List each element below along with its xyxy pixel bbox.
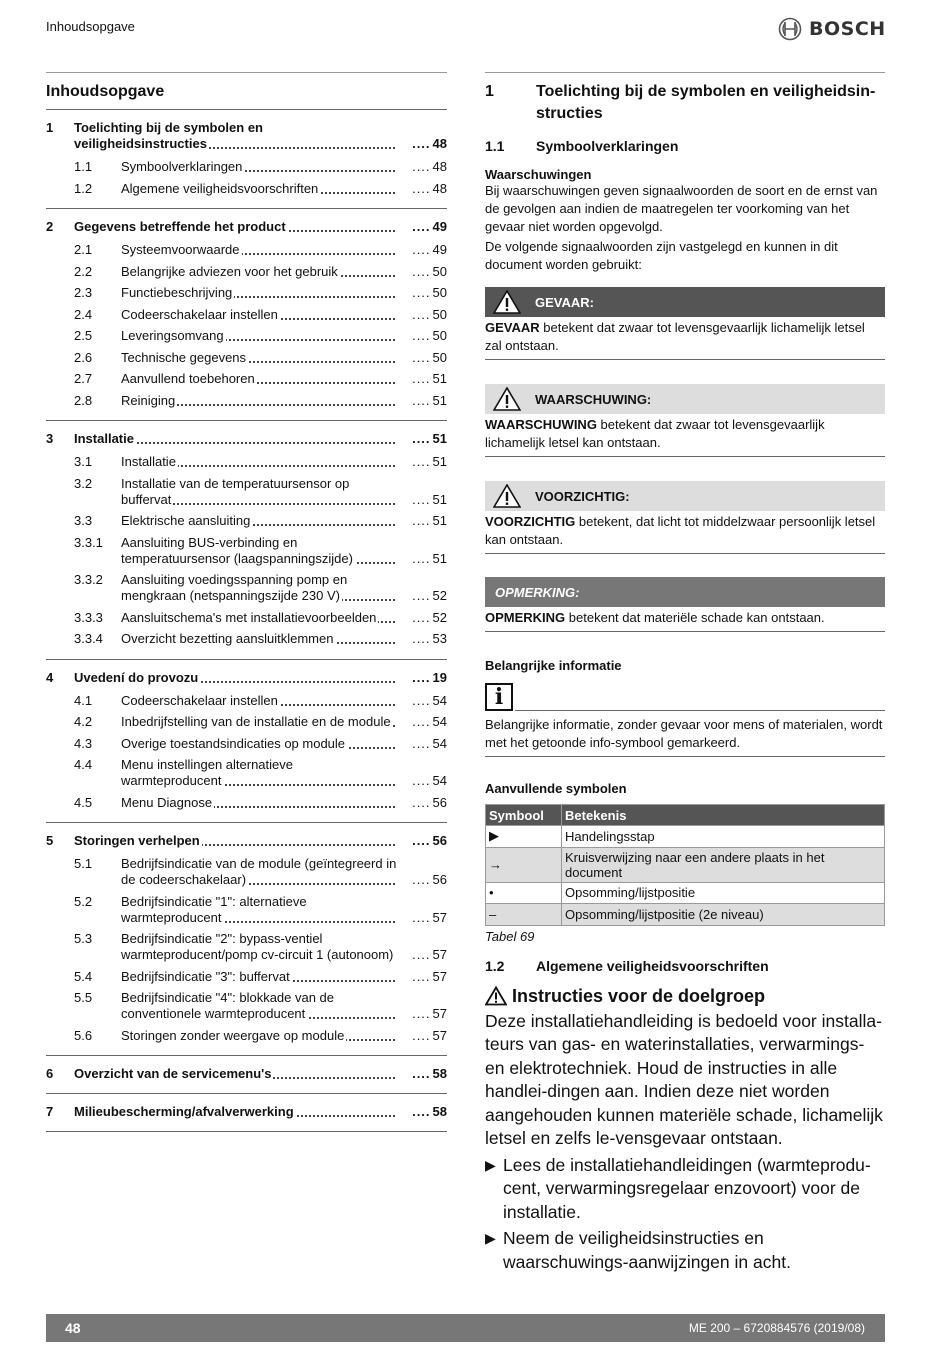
toc-entry[interactable] <box>46 856 447 888</box>
toc-entry-number: 5.6 <box>74 1027 93 1043</box>
toc-page-number: .... 49 <box>399 219 447 235</box>
toc-entry-body <box>121 969 447 985</box>
toc-entry-label: Bedrijfsindicatie "4": blokkade van de <box>121 990 335 1005</box>
chapter-heading <box>485 81 885 125</box>
info-divider <box>515 710 885 711</box>
toc-entry-label: Reiniging <box>121 392 176 408</box>
toc-page-number: .... 58 <box>399 1104 447 1120</box>
toc-entry-label-continued-line <box>121 910 399 926</box>
toc-section <box>46 1056 447 1094</box>
toc-entry-number: 4.2 <box>74 714 93 729</box>
toc-section <box>46 110 447 209</box>
toc-entry-label: Aansluiting BUS-verbinding en <box>121 534 298 550</box>
toc-entry-number: 5.2 <box>74 893 93 909</box>
toc-entry-label: Overige toestandsindicaties op module <box>121 735 346 751</box>
toc-section <box>46 421 447 660</box>
notice-word: OPMERKING <box>485 610 566 625</box>
list-item-text: Lees de installatiehandleidingen (warmteprodu-cent, verwarmingsregelaar enzovoort) voor de installatie. <box>503 1154 871 1222</box>
danger-text: betekent dat zwaar tot levensgevaarlijk lichamelijk letsel zal ontstaan. <box>485 320 865 353</box>
symbols-table <box>485 804 885 926</box>
toc-page-number: .... 51 <box>399 393 447 409</box>
warning-word: WAARSCHUWING <box>485 417 597 432</box>
toc-entry-label: Toelichting bij de symbolen en veiligheidsinstructies <box>74 120 264 151</box>
list-item-text: Neem de veiligheidsinstructies en waarschuwings-aanwijzingen in acht. <box>503 1228 791 1272</box>
page-footer <box>46 1314 885 1342</box>
toc-entry-number: 3.2 <box>74 475 93 491</box>
toc-entry-body <box>121 513 447 529</box>
toc-entry[interactable] <box>46 1028 447 1044</box>
toc-entry[interactable] <box>46 931 447 963</box>
notice-label: OPMERKING: <box>495 584 580 600</box>
table-cell-symbol: – <box>486 904 562 926</box>
list-item <box>485 1227 885 1274</box>
notice-description <box>485 607 885 632</box>
extra-symbols-heading: Aanvullende symbolen <box>485 781 627 796</box>
toc-entry-number: 3.3.3 <box>74 609 103 625</box>
toc-entry[interactable] <box>46 242 447 258</box>
toc-entry-label: Bedrijfsindicatie "2": bypass-ventiel <box>121 931 323 946</box>
running-header: Inhoudsopgave <box>46 19 135 34</box>
toc-entry-label: Belangrijke adviezen voor het gebruik <box>121 263 338 279</box>
toc-entry[interactable] <box>46 454 447 470</box>
toc-entry[interactable] <box>46 631 447 647</box>
toc-chapter-entry[interactable] <box>46 1104 447 1120</box>
section-title: Algemene veiligheidsvoorschriften <box>536 957 769 974</box>
toc-page-number: .... 54 <box>399 693 447 709</box>
toc-entry-body <box>74 1104 447 1120</box>
toc-entry-label-continued: conventionele warmteproducent <box>121 1006 306 1021</box>
toc-entry-label: Elektrische aansluiting <box>121 513 251 528</box>
toc-page-number: .... 49 <box>399 242 447 258</box>
toc-entry-body <box>121 693 447 709</box>
table-row <box>486 882 885 904</box>
toc-section <box>46 823 447 1056</box>
danger-bar <box>485 287 885 317</box>
toc-entry-label-continued-line <box>121 872 399 888</box>
toc-entry-number: 2.3 <box>74 285 93 300</box>
toc-page-number: .... 50 <box>399 307 447 323</box>
toc-page-number: .... 19 <box>399 670 447 686</box>
toc-entry-number: 3.3.1 <box>74 534 103 550</box>
toc-entry-body <box>121 736 447 752</box>
toc-entry-number: 5.5 <box>74 990 93 1005</box>
target-group-heading <box>485 986 885 1007</box>
table-of-contents <box>46 72 447 1132</box>
toc-entry-body <box>121 894 447 926</box>
table-header-meaning: Betekenis <box>562 805 885 826</box>
toc-entry-label: Aanvullend toebehoren <box>121 371 255 386</box>
toc-entry[interactable] <box>46 610 447 626</box>
important-info-text: Belangrijke informatie, zonder gevaar voor mens of materialen, wordt met het getoonde info-symbool gemarkeerd. <box>485 711 885 757</box>
section-number: 1.1 <box>485 138 505 154</box>
toc-entry-label: Inbedrijfstelling van de installatie en de module <box>121 714 391 729</box>
toc-entry-number: 2.6 <box>74 349 93 365</box>
toc-entry-label: Aansluiting voedingsspanning pomp en <box>121 572 348 587</box>
table-cell-symbol: ▶ <box>486 826 562 848</box>
action-step-icon: ▶ <box>485 1230 496 1246</box>
toc-page-number: .... 51 <box>399 551 447 567</box>
toc-entry-body <box>121 285 447 301</box>
table-cell-meaning: Opsomming/lijstpositie <box>562 882 885 904</box>
caution-label: VOORZICHTIG: <box>535 488 630 504</box>
chapter-number: 1 <box>485 83 494 100</box>
toc-entry-label: Menu instellingen alternatieve warmteproducent <box>121 757 293 788</box>
table-row <box>486 847 885 882</box>
section-title: Symboolverklaringen <box>536 138 679 154</box>
toc-page-number: .... 56 <box>399 872 447 888</box>
target-group-paragraph: Deze installatiehandleiding is bedoeld voor installa-teurs van gas- en waterinstallaties, verwarmings- en elektrotechniek. Houd de instructies in alle handlei-dingen aan. Indien deze niet worden aangehouden kunnen materiële schade, lichamelijk letsel en zelfs le-vensgevaar ontstaan. <box>485 1010 883 1148</box>
toc-entry-body <box>74 219 447 235</box>
toc-entry-label: Algemene veiligheidsvoorschriften <box>121 180 319 196</box>
toc-entry-body <box>121 264 447 280</box>
toc-entry-body <box>74 833 447 849</box>
toc-entry-body <box>121 631 447 647</box>
toc-sections <box>46 110 447 1132</box>
warnings-paragraph-2: De volgende signaalwoorden zijn vastgelegd en kunnen in dit document worden gebruikt: <box>485 239 838 272</box>
toc-entry-number: 3.3 <box>74 513 93 528</box>
toc-entry-label: Overzicht van de servicemenu's <box>74 1066 272 1081</box>
toc-entry-body <box>121 393 447 409</box>
toc-entry-number: 2.4 <box>74 306 93 322</box>
toc-chapter-entry[interactable] <box>46 219 447 235</box>
toc-page-number: .... 50 <box>399 328 447 344</box>
toc-entry-label: Milieubescherming/afvalverwerking <box>74 1104 294 1119</box>
toc-page-number: .... 50 <box>399 285 447 301</box>
toc-entry[interactable] <box>46 181 447 197</box>
toc-entry-label: Installatie <box>121 454 176 469</box>
toc-entry-number: 3 <box>46 431 54 446</box>
toc-page-number: .... 51 <box>399 513 447 529</box>
toc-page-number: .... 48 <box>399 159 447 175</box>
toc-page-number: .... 58 <box>399 1066 447 1082</box>
toc-entry[interactable] <box>46 328 447 344</box>
toc-entry[interactable] <box>46 990 447 1022</box>
toc-entry[interactable] <box>46 969 447 985</box>
toc-entry-label-continued: de codeerschakelaar) <box>121 872 247 887</box>
toc-entry-label: Leveringsomvang <box>121 328 224 343</box>
toc-entry-label: Functiebeschrijving <box>121 285 233 300</box>
toc-entry-label: Bedrijfsindicatie van de module (geïntegreerd in <box>121 856 397 871</box>
toc-entry-body <box>74 431 447 447</box>
table-row <box>486 826 885 848</box>
toc-chapter-entry[interactable] <box>46 120 447 152</box>
toc-page-number: .... 50 <box>399 350 447 366</box>
toc-entry[interactable] <box>46 371 447 387</box>
toc-page-number: .... 54 <box>399 773 447 789</box>
warning-triangle-icon <box>493 290 521 314</box>
toc-entry-body <box>121 610 447 626</box>
toc-entry-body <box>121 181 447 197</box>
warning-text: betekent dat zwaar tot levensgevaarlijk lichamelijk letsel kan ontstaan. <box>485 417 825 450</box>
toc-entry-number: 3.1 <box>74 454 93 469</box>
main-content <box>485 72 885 1274</box>
caution-text: betekent, dat licht tot middelzwaar persoonlijk letsel kan ontstaan. <box>485 514 876 547</box>
table-row <box>486 904 885 926</box>
toc-entry-label: Bedrijfsindicatie "3": buffervat <box>121 968 290 984</box>
list-item <box>485 1154 885 1225</box>
toc-entry-body <box>74 1066 447 1082</box>
caution-description <box>485 511 885 554</box>
toc-page-number: .... 57 <box>399 910 447 926</box>
toc-entry-label-continued: warmteproducent <box>121 909 222 925</box>
toc-entry-number: 4 <box>46 669 54 685</box>
toc-entry[interactable] <box>46 350 447 366</box>
toc-entry[interactable] <box>46 757 447 789</box>
toc-entry-label-continued-line <box>121 1006 399 1022</box>
toc-entry-label: Codeerschakelaar instellen <box>121 692 278 708</box>
toc-entry-label: Systeemvoorwaarde <box>121 242 240 257</box>
toc-entry-number: 3.3.4 <box>74 631 103 646</box>
toc-entry-label: Bedrijfsindicatie "1": alternatieve <box>121 893 307 909</box>
toc-entry-number: 4.3 <box>74 735 93 751</box>
table-cell-symbol: • <box>486 882 562 904</box>
toc-page-number: .... 51 <box>399 371 447 387</box>
toc-entry-label: Aansluitschema's met installatievoorbeelden <box>121 609 377 625</box>
danger-word: GEVAAR <box>485 320 540 335</box>
warning-triangle-icon <box>493 387 521 411</box>
info-symbol-row <box>485 683 885 711</box>
toc-entry-number: 2.1 <box>74 242 93 257</box>
page-number: 48 <box>65 1320 81 1336</box>
section-heading-1-2 <box>485 958 885 974</box>
toc-entry-body <box>121 990 447 1022</box>
toc-entry-number: 4.1 <box>74 692 93 708</box>
toc-page-number: .... 56 <box>399 795 447 811</box>
toc-entry-body <box>121 856 447 888</box>
toc-entry-label: Overzicht bezetting aansluitklemmen <box>121 631 334 646</box>
section-heading-1-1 <box>485 138 885 154</box>
toc-page-number: .... 52 <box>399 610 447 626</box>
toc-section <box>46 1094 447 1132</box>
toc-page-number: .... 57 <box>399 969 447 985</box>
toc-page-number: .... 51 <box>399 454 447 470</box>
toc-entry-number: 6 <box>46 1066 54 1081</box>
warning-triangle-icon <box>485 986 507 1006</box>
toc-page-number: .... 48 <box>399 136 447 152</box>
chapter-title: Toelichting bij de symbolen en veiligheidsin-structies <box>536 83 876 122</box>
toc-page-number: .... 50 <box>399 264 447 280</box>
toc-entry-label: Technische gegevens <box>121 349 247 365</box>
toc-entry-body <box>121 714 447 730</box>
toc-entry-number: 1.2 <box>74 180 93 196</box>
toc-entry-body <box>121 1028 447 1044</box>
toc-entry-label-continued: warmteproducent/pomp cv-circuit 1 (autonoom) <box>121 947 394 962</box>
toc-entry[interactable] <box>46 693 447 709</box>
toc-entry[interactable] <box>46 264 447 280</box>
toc-entry-label: Codeerschakelaar instellen <box>121 306 278 322</box>
document-reference: ME 200 – 6720884576 (2019/08) <box>688 1321 865 1335</box>
toc-entry-label-continued: temperatuursensor (laagspanningszijde) <box>121 550 353 566</box>
bosch-armature-icon <box>778 17 802 41</box>
toc-page-number: .... 57 <box>399 1006 447 1022</box>
toc-entry-body <box>74 120 447 152</box>
toc-entry-body <box>121 350 447 366</box>
warning-triangle-icon <box>493 484 521 508</box>
toc-entry-number: 1 <box>46 120 54 135</box>
toc-entry-body <box>121 454 447 470</box>
toc-entry-number: 3.3.2 <box>74 572 103 587</box>
toc-entry-number: 2.5 <box>74 328 93 343</box>
toc-entry[interactable] <box>46 535 447 567</box>
toc-entry[interactable] <box>46 714 447 730</box>
toc-page-number: .... 54 <box>399 714 447 730</box>
toc-entry-number: 2.7 <box>74 371 93 386</box>
toc-entry-label-continued: mengkraan (netspanningszijde 230 V) <box>121 588 340 603</box>
toc-entry-body <box>121 535 447 567</box>
table-cell-symbol: → <box>486 847 562 882</box>
toc-page-number: .... 52 <box>399 588 447 604</box>
toc-page-number: .... 57 <box>399 1028 447 1044</box>
toc-entry-number: 2 <box>46 219 54 234</box>
toc-entry-number: 5 <box>46 833 54 848</box>
toc-entry-body <box>121 757 447 789</box>
info-icon: i <box>485 683 513 711</box>
caution-word: VOORZICHTIG <box>485 514 576 529</box>
toc-page-number: .... 48 <box>399 181 447 197</box>
toc-entry-number: 2.8 <box>74 392 93 408</box>
toc-entry-label-continued-line <box>121 551 399 567</box>
warnings-heading: Waarschuwingen <box>485 167 592 182</box>
action-step-icon: ▶ <box>485 1156 496 1173</box>
toc-entry[interactable] <box>46 894 447 926</box>
danger-label: GEVAAR: <box>535 294 594 310</box>
toc-chapter-entry[interactable] <box>46 1066 447 1082</box>
toc-entry[interactable] <box>46 159 447 175</box>
toc-entry-label: Menu Diagnose <box>121 794 213 810</box>
important-info-heading: Belangrijke informatie <box>485 658 622 673</box>
toc-entry-body <box>121 476 447 508</box>
toc-page-number: .... 51 <box>399 492 447 508</box>
toc-entry-body <box>121 931 447 963</box>
bosch-logo <box>778 17 886 41</box>
toc-title: Inhoudsopgave <box>46 82 447 110</box>
toc-entry[interactable] <box>46 795 447 811</box>
table-caption: Tabel 69 <box>485 928 535 944</box>
toc-entry-label-continued-line <box>121 588 399 604</box>
toc-page-number: .... 57 <box>399 947 447 963</box>
toc-entry-body <box>74 670 447 686</box>
toc-entry-number: 5.4 <box>74 968 93 984</box>
toc-chapter-entry[interactable] <box>46 670 447 686</box>
toc-entry-body <box>121 795 447 811</box>
toc-entry-number: 4.5 <box>74 794 93 810</box>
toc-entry-label-continued-line <box>121 947 399 963</box>
notice-text: betekent dat materiële schade kan ontstaan. <box>565 610 825 625</box>
toc-page-number: .... 54 <box>399 736 447 752</box>
toc-entry-label: Uvedení do provozu <box>74 669 199 685</box>
toc-chapter-entry[interactable] <box>46 833 447 849</box>
toc-entry-body <box>121 307 447 323</box>
danger-description <box>485 317 885 360</box>
notice-bar <box>485 577 885 607</box>
toc-entry-number: 4.4 <box>74 757 93 772</box>
caution-bar <box>485 481 885 511</box>
toc-entry-label: Gegevens betreffende het product <box>74 219 286 234</box>
toc-entry-number: 5.1 <box>74 856 93 871</box>
toc-entry-body <box>121 159 447 175</box>
toc-page-number: .... 53 <box>399 631 447 647</box>
toc-page-number: .... 56 <box>399 833 447 849</box>
table-header-symbol: Symbool <box>486 805 562 826</box>
warning-description <box>485 414 885 457</box>
toc-entry[interactable] <box>46 572 447 604</box>
toc-entry[interactable] <box>46 285 447 301</box>
toc-entry[interactable] <box>46 513 447 529</box>
toc-entry[interactable] <box>46 393 447 409</box>
toc-entry[interactable] <box>46 736 447 752</box>
toc-entry-number: 1.1 <box>74 159 93 174</box>
toc-entry-body <box>121 371 447 387</box>
toc-entry-body <box>121 572 447 604</box>
toc-entry-label: Installatie van de temperatuursensor op buffervat <box>121 475 350 507</box>
target-group-title: Instructies voor de doelgroep <box>512 985 766 1006</box>
table-cell-meaning: Opsomming/lijstpositie (2e niveau) <box>562 904 885 926</box>
toc-section <box>46 660 447 824</box>
warning-bar <box>485 384 885 414</box>
toc-entry[interactable] <box>46 307 447 323</box>
section-number: 1.2 <box>485 957 505 974</box>
toc-chapter-entry[interactable] <box>46 431 447 447</box>
bosch-wordmark: BOSCH <box>809 18 886 40</box>
toc-entry-label: Installatie <box>74 431 134 446</box>
toc-page-number: .... 51 <box>399 431 447 447</box>
toc-entry-label: Storingen zonder weergave op module <box>121 1027 345 1043</box>
warning-label: WAARSCHUWING: <box>535 391 652 407</box>
toc-entry-body <box>121 328 447 344</box>
table-cell-meaning: Kruisverwijzing naar een andere plaats in het document <box>562 847 885 882</box>
toc-entry-label: Storingen verhelpen <box>74 833 200 848</box>
table-header-row <box>486 805 885 826</box>
table-cell-meaning: Handelingsstap <box>562 826 885 848</box>
toc-entry[interactable] <box>46 476 447 508</box>
toc-entry-body <box>121 242 447 258</box>
toc-entry-number: 5.3 <box>74 931 93 946</box>
toc-entry-label: Symboolverklaringen <box>121 159 243 174</box>
toc-entry-number: 7 <box>46 1104 54 1119</box>
warnings-paragraph-1: Bij waarschuwingen geven signaalwoorden de soort en de ernst van de gevolgen aan indien de maatregelen ter voorkoming van het gevaar niet worden opgevolgd. <box>485 183 878 234</box>
toc-section <box>46 209 447 421</box>
toc-entry-number: 2.2 <box>74 263 93 279</box>
